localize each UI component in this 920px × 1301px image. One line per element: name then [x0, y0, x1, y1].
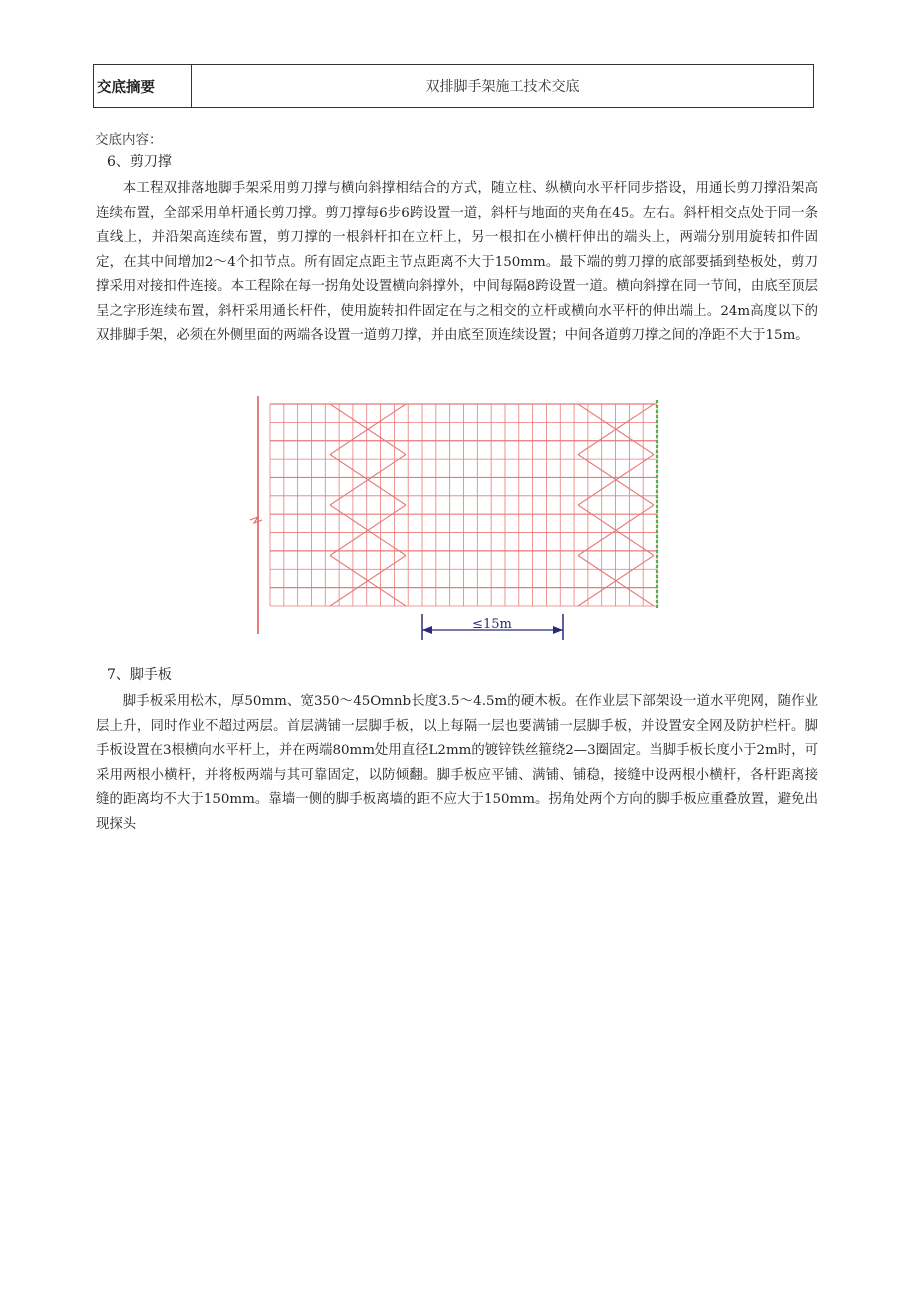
dimension-label: ≤15m: [472, 617, 512, 632]
dimension-marker: [422, 614, 563, 640]
paragraph-scaffold-board: 脚手板采用松木，厚50mm、宽350～45Omnb长度3.5～4.5m的硬木板。在作业层下部架设一道水平兜网，随作业层上升，同时作业不超过两层。首层满铺一层脚手板，以上每隔一层也要满铺一层脚手板，并设置安全网及防护栏杆。脚手板设置在3根横向水平杆上，并在两端80mm处用直径L2mm的镀锌铁丝箍绕2—3圈固定。当脚手板长度小于2m时，可采用两根小横杆，并将板两端与其可靠固定，以防倾翻。脚手板应平铺、满铺、铺稳，接缝中设两根小横杆，各杆距离接缝的距离均不大于150mm。靠墙一侧的脚手板离墙的距不应大于150mm。拐角处两个方向的脚手板应重叠放置，避免出现探头: [96, 694, 818, 832]
header-label: 交底摘要: [94, 65, 192, 107]
scissor-brace-diagram: [240, 392, 670, 650]
scaffold-grid: [270, 404, 657, 606]
paragraph-scissor-brace: 本工程双排落地脚手架采用剪刀撑与横向斜撑相结合的方式，随立柱、纵横向水平杆同步搭设，用通长剪刀撑沿架高连续布置，全部采用单杆通长剪刀撑。剪刀撑每6步6跨设置一道，斜杆与地面的夹角在45。左右。斜杆相交点处于同一条直线上，并沿架高连续布置，剪刀撑的一根斜杆扣在立杆上，另一根扣在小横杆伸出的端头上，两端分别用旋转扣件固定，在其中间增加2～4个扣节点。所有固定点距主节点距离不大于150mm。最下端的剪刀撑的底部要插到垫板处，剪刀撑采用对接扣件连接。本工程除在每一拐角处设置横向斜撑外，中间每隔8跨设置一道。横向斜撑在同一节间，由底至顶层呈之字形连续布置，斜杆采用通长杆件，使用旋转扣件固定在与之相交的立杆或横向水平杆的伸出端上。24m高度以下的双排脚手架，必须在外侧里面的两端各设置一道剪刀撑，并由底至顶连续设置；中间各道剪刀撑之间的净距不大于15m。: [96, 181, 818, 343]
header-table: [93, 64, 814, 108]
break-mark-icon: [250, 517, 262, 523]
section-title-scissor-brace: 6、剪刀撑: [107, 154, 172, 170]
section-title-scaffold-board: 7、脚手板: [107, 667, 172, 683]
header-title: 双排脚手架施工技术交底: [425, 79, 580, 95]
scissor-brace-lines: [330, 404, 654, 606]
intro-label: 交底内容：: [95, 132, 163, 148]
